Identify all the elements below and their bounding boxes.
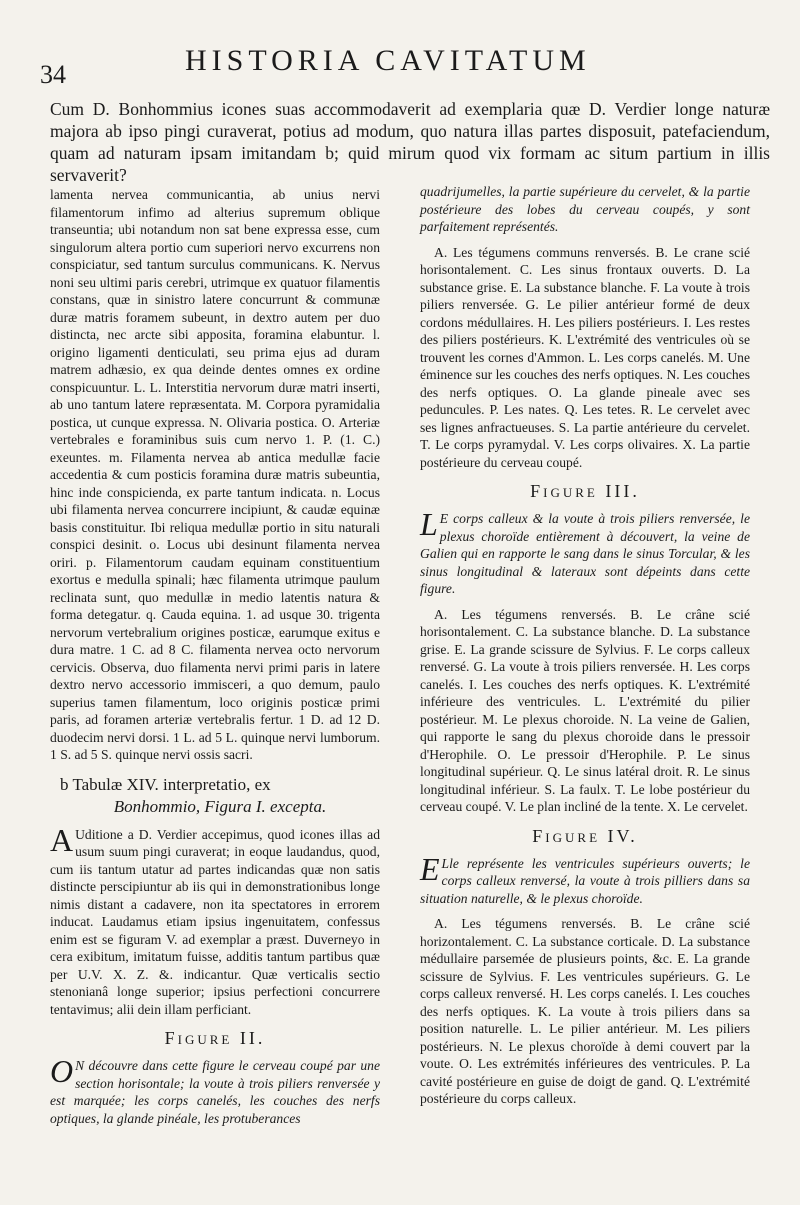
right-column bbox=[420, 183, 750, 1108]
figure-3-legend: A. Les tégumens renversés. B. Le crâne scié horisontalement. C. La substance blanche. D. La substance grise. E. La grande scissure de Sylvius. F. Le corps calleux renversé. G. La voute à trois piliers renversée. H. Les corps canelés. I. Les couches des nerfs optiques. K. L'extrémité inférieure des ventricules. L. L'extrémité du pilier postérieur. M. Le plexus choroide. N. La veine de Galien, qui rapporte le sang du plexus choroide dans le pressoir d'Herophile. O. Le pressoir d'Herophile. P. Le sinus longitudinal supérieur. Q. Le sinus latéral droit. R. Le sinus longitudinal inférieur. S. La faulx. T. Le lobe postérieur du cerveau coupé. V. Le plan incliné de la tente. X. Le cervelet. bbox=[420, 606, 750, 814]
left-paragraph-1: lamenta nervea communicantia, ab unius nervi filamentorum infimo ad alterius supremum oblique transeuntia; ubi notandum non sat bene expressa esse, cum singulorum altera portio cum superiori nervo excurrens non conspiciatur, sed tantum surculus communicans. K. Nervus noni seu ultimi paris cerebri, utrimque ex quatuor filamentis constans, quæ in sinistro latere concurrunt & communæ duræ matris foramem subeunt, in dextro autem per duo distincta, nec arcte sibi apposita, foramina elabuntur. l. origino ligamenti denticulati, seu prima ejus ad duram matrem adhæsio, ex qua deinde dentes omnes ex ordine conspicuuntur. L. L. Interstitia nervorum duræ matri inserti, ab uno tantum latere repræsentata. M. Corpora pyramidalia postica, ut cunque expressa. N. Olivaria postica. O. Arteriæ vertebrales e foraminibus suis cum nervo 1. P. (1. C.) exeuntes. m. Filamenta nervea ab antica medullæ facie accedentia & cum posticis foramina duræ matris subeuntia, hinc inde conspicienda, ex parte tantum indicata. n. Locus ubi filamenta nervea concurrere incipiunt, & caudæ equinæ basis constituitur. Ibi reliqua medullæ portio in situ naturali conspici desinit. o. Locus ubi desinunt filamenta nervea oriri. p. Filamentorum caudam equinam constituentium exortus e medulla spinali; hæc filamenta utrimque paulum reclinata sunt, quo medullæ in medio latentis natura & forma detegatur. q. Cauda equina. 1. ad usque 30. trigenta nervorum vertebralium origines posticæ, earumque exitus e dura matre. 1 C. ad 8 C. filamenta nervea octo nervorum cervicis. Observa, duo filamenta nervi primi paris in latere dextro nervo accessorio immisceri, a quo demum, paulo superius tamen filamentum, loco originis posticæ primi paris, ad foramen arteriæ vertebralis fertur. 1 D. ad 12 D. duodecim nervi dorsi. 1 L. ad 5 L. quinque nervi lumborum. 1 S. ad 5 S. quinque nervi ossis sacri. bbox=[50, 187, 380, 762]
figure-3-caption: LE corps calleux & la voute à trois piliers renversée, le plexus choroïde entièrement à découvert, la veine de Galien qui en rapporte le sang dans le sinus Torcular, & les sinus longitudinal & lateraux sont dépeints dans cette figure. bbox=[420, 506, 750, 596]
page-header bbox=[40, 44, 770, 89]
figure-4-caption: ELle représente les ventricules supérieurs ouverts; le corps calleux renversé, la voute à trois pilliers dans sa situation naturelle, & le plexus choroïde. bbox=[420, 850, 750, 906]
tabulae-heading-line1: b Tabulæ XIV. interpretatio, ex bbox=[60, 774, 271, 794]
tabulae-heading-line2: Bonhommio, Figura I. excepta. bbox=[113, 796, 327, 816]
figure-4-legend: A. Les tégumens renversés. B. Le crâne scié horizontalement. C. La substance corticale. D. La substance médullaire parsemée de plusieurs points, &c. E. La grande scissure de Sylvius. F. Les ventricules supérieurs. G. Le corps calleux renversé. H. Les corps canelés. I. Les couches des nerfs optiques. K. La voute à trois piliers dans sa position naturelle. L. Le pilier antérieur. M. Les piliers postérieurs. N. Le plexus choroïde à demi couvert par la voute. O. Les extrémités inférieures des ventricules. P. La cavité postérieure en guise de doigt de gand. Q. L'extrémité postérieure du corps calleux. bbox=[420, 916, 750, 1106]
running-title: HISTORIA CAVITATUM bbox=[185, 44, 591, 77]
intro-paragraph: Cum D. Bonhommius icones suas accommodaverit ad exemplaria quæ D. Verdier longe naturæ majora ab ipso pingi curaverat, potius ad modum, quo natura illas partes disposuit, patefaciendum, quam ad naturam ipsam imitandam b; quid mirum quod vix formam ac situm partium in illis servaverit? bbox=[50, 98, 770, 185]
figure-2-title: Figure II. bbox=[164, 1028, 266, 1048]
page-number: 34 bbox=[40, 60, 66, 89]
left-column bbox=[50, 186, 380, 1127]
figure-3-title: Figure III. bbox=[530, 481, 640, 501]
figure-2-caption: ON découvre dans cette figure le cerveau coupé par une section horisontale; la voute à trois piliers renversée y est marquée; les corps canelés, les couches des nerfs optiques, la glande pinéale, les protuberances bbox=[50, 1053, 380, 1126]
figure-4-title: Figure IV. bbox=[532, 825, 638, 846]
left-paragraph-2: AUditione a D. Verdier accepimus, quod icones illas ad usum suum pingi curaverat; in eoque laudandus, quod, cum iis tantum utatur ad partes indicandas quæ non satis distincte perscipiuntur ab iis qui in demonstrationibus longe nimis distant a cadavere, non ita spectatores in errorem inducat. Laudamus etiam ipsius ingenuitatem, confessus enim est se figuram V. ad exemplar a præst. Duverneyo in cera exibitum, imitatum fuisse, additis tantum partibus quæ per U.V. X. Z. &. indicantur. Quæ verticalis sectio stenonianâ longe superior; ipsius perfectioni concurrere tentavimus; alii dein illam perficiant. bbox=[50, 821, 380, 1017]
tabulae-heading bbox=[60, 774, 380, 818]
figure-2-caption-cont: quadrijumelles, la partie supérieure du cervelet, & la partie postérieure des lobes du cerveau coupés, y sont parfaitement représentés. bbox=[420, 184, 750, 234]
figure-2-legend: A. Les tégumens communs renversés. B. Le crane scié horisontalement. C. Les sinus frontaux ouverts. D. La substance grise. E. La substance blanche. F. La voute à trois piliers renversée. G. Le pilier antérieur formé de deux cordons médullaires. H. Les piliers postérieurs. I. Les restes des piliers postérieurs. K. L'extrémité des ventricules où se trouvent les cornes d'Ammon. L. Les corps canelés. M. Une éminence sur les couches des nerfs optiques. N. Les couches des nerfs optiques. O. La glande pineale avec ses peduncules. P. Les nates. Q. Les tetes. R. Le cervelet avec ses lignes anfractueuses. S. La partie antérieure du cervelet. T. Le corps pyramydal. V. Les corps olivaires. X. La partie postérieure du cerveau coupé. bbox=[420, 244, 750, 470]
